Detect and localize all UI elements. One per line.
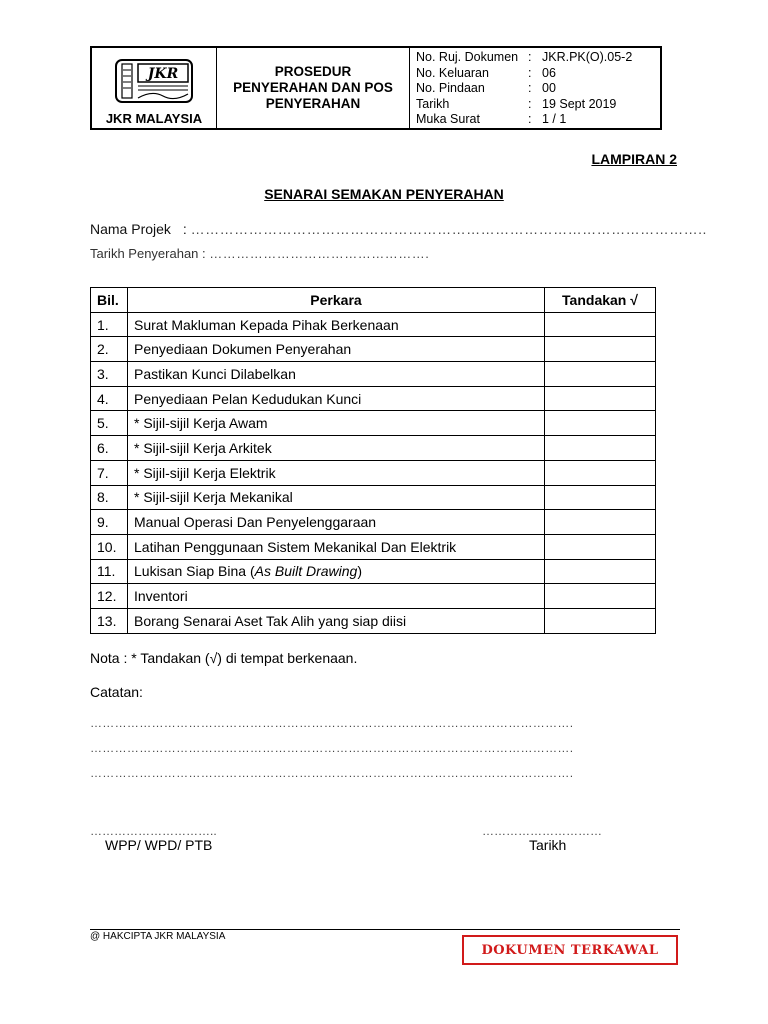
procedure-title xyxy=(217,48,410,128)
table-row: 11. Lukisan Siap Bina (As Built Drawing) xyxy=(91,559,656,584)
footer-divider xyxy=(90,929,680,930)
meta-row: No. Pindaan : 00 xyxy=(416,81,556,95)
document-header xyxy=(90,46,662,130)
table-row: 12. Inventori xyxy=(91,584,656,609)
signature-label-left: WPP/ WPD/ PTB xyxy=(105,837,213,853)
table-header-row xyxy=(91,288,656,313)
tick-cell[interactable] xyxy=(545,608,656,633)
table-row: 2. Penyediaan Dokumen Penyerahan xyxy=(91,337,656,362)
remarks-line[interactable]: ………………………………………………………………………………………………………. xyxy=(90,741,574,755)
remarks-line[interactable]: ………………………………………………………………………………………………………. xyxy=(90,716,574,730)
fill-in-dots[interactable]: …………………………………………. xyxy=(209,246,430,261)
column-header-perkara: Perkara xyxy=(128,288,545,313)
document-meta xyxy=(410,48,660,128)
italic-term: As Built Drawing xyxy=(254,563,358,580)
tick-cell[interactable] xyxy=(545,510,656,535)
appendix-label: LAMPIRAN 2 xyxy=(591,151,677,167)
remarks-line[interactable]: ………………………………………………………………………………………………………. xyxy=(90,766,574,780)
tick-cell[interactable] xyxy=(545,411,656,436)
tick-cell[interactable] xyxy=(545,312,656,337)
fill-in-dots[interactable]: …………………………………………………………………………………………….. xyxy=(190,221,707,237)
controlled-document-stamp: DOKUMEN TERKAWAL xyxy=(462,935,678,965)
table-row: 3. Pastikan Kunci Dilabelkan xyxy=(91,362,656,387)
signature-line-left[interactable]: ………………………….. xyxy=(90,824,217,838)
signature-label-right: Tarikh xyxy=(529,837,567,853)
title-line: PENYERAHAN xyxy=(265,96,361,111)
tick-cell[interactable] xyxy=(545,337,656,362)
checklist-table xyxy=(90,287,656,634)
tick-cell[interactable] xyxy=(545,386,656,411)
tick-cell[interactable] xyxy=(545,436,656,461)
handover-date-field xyxy=(90,246,429,261)
title-line: PROSEDUR xyxy=(274,64,352,79)
table-row: 5. * Sijil-sijil Kerja Awam xyxy=(91,411,656,436)
tick-cell[interactable] xyxy=(545,584,656,609)
meta-row: Muka Surat : 1 / 1 xyxy=(416,112,567,126)
meta-row: Tarikh : 19 Sept 2019 xyxy=(416,96,617,111)
field-label: Tarikh Penyerahan : xyxy=(90,246,206,261)
project-name-field xyxy=(90,221,707,237)
jkr-logo-icon xyxy=(114,58,194,104)
column-header-bil: Bil. xyxy=(91,288,128,313)
meta-row: No. Ruj. Dokumen : JKR.PK(O).05-2 xyxy=(416,50,633,64)
copyright-text: @ HAKCIPTA JKR MALAYSIA xyxy=(90,931,226,942)
field-label: Nama Projek xyxy=(90,221,171,237)
tick-cell[interactable] xyxy=(545,460,656,485)
meta-row: No. Keluaran : 06 xyxy=(416,65,556,80)
tick-cell[interactable] xyxy=(545,559,656,584)
title-line: PENYERAHAN DAN POS xyxy=(233,80,393,95)
table-row: 4. Penyediaan Pelan Kedudukan Kunci xyxy=(91,386,656,411)
table-row: 8. * Sijil-sijil Kerja Mekanikal xyxy=(91,485,656,510)
table-row: 13. Borang Senarai Aset Tak Alih yang siap diisi xyxy=(91,608,656,633)
table-row: 9. Manual Operasi Dan Penyelenggaraan xyxy=(91,510,656,535)
table-row: 6. * Sijil-sijil Kerja Arkitek xyxy=(91,436,656,461)
table-row: 7. * Sijil-sijil Kerja Elektrik xyxy=(91,460,656,485)
field-separator: : xyxy=(182,221,187,237)
signature-line-right[interactable]: ………………………… xyxy=(482,824,602,838)
remarks-label: Catatan: xyxy=(90,684,143,700)
tick-cell[interactable] xyxy=(545,485,656,510)
table-row: 10. Latihan Penggunaan Sistem Mekanikal Dan Elektrik xyxy=(91,534,656,559)
svg-text:JKR: JKR xyxy=(147,66,179,82)
column-header-tandakan: Tandakan √ xyxy=(545,288,656,313)
tick-cell[interactable] xyxy=(545,534,656,559)
logo-cell xyxy=(92,48,217,128)
tick-cell[interactable] xyxy=(545,362,656,387)
document-title: SENARAI SEMAKAN PENYERAHAN xyxy=(264,186,504,202)
note-text: Nota : * Tandakan (√) di tempat berkenaan. xyxy=(90,650,358,666)
table-row: 1. Surat Makluman Kepada Pihak Berkenaan xyxy=(91,312,656,337)
org-name: JKR MALAYSIA xyxy=(105,111,203,126)
